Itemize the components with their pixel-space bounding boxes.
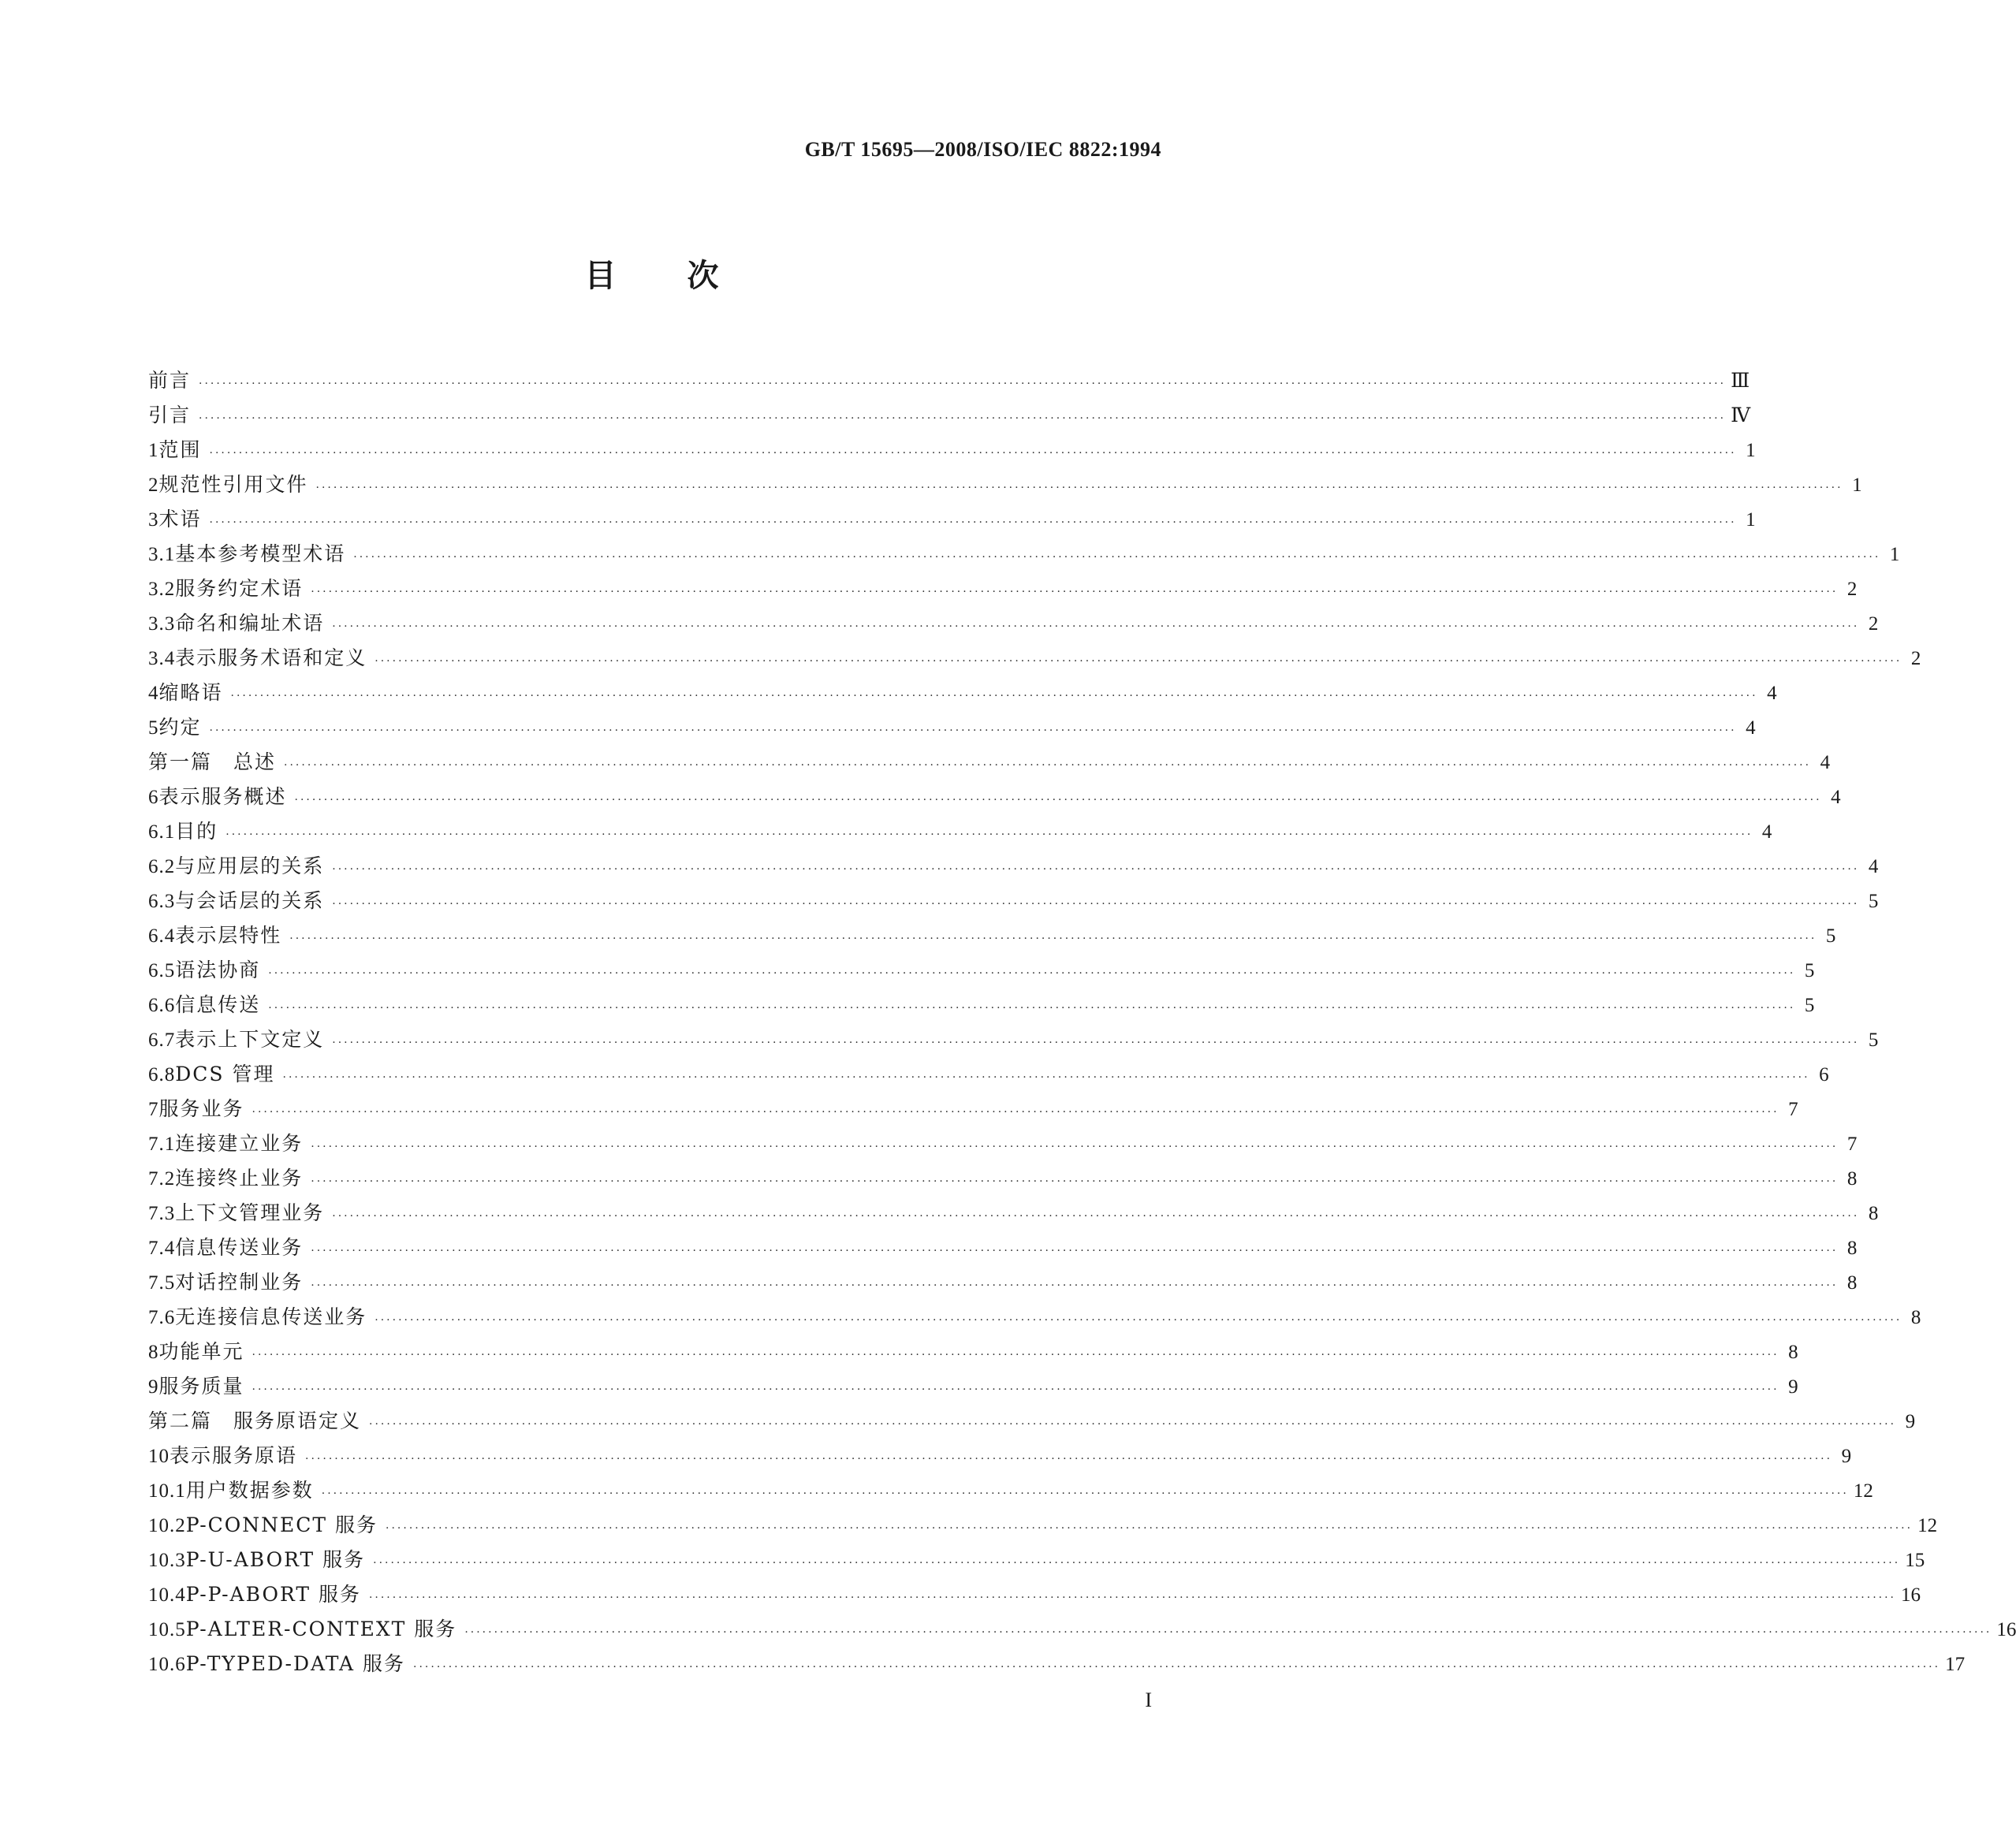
toc-entry-number: 8 — [148, 1342, 159, 1363]
toc-entry-number: 7.5 — [148, 1272, 176, 1294]
toc-entry-number: 10.1 — [148, 1480, 186, 1502]
toc-dot-leader: ···································································································································································································································································· — [311, 1175, 1839, 1188]
toc-entry-title: 服务业务 — [158, 1097, 244, 1120]
toc-dot-leader: ···································································································································································································································································· — [268, 1002, 1796, 1015]
toc-entry[interactable] — [148, 780, 1841, 814]
toc-dot-leader: ···································································································································································································································································· — [332, 620, 1860, 633]
toc-entry-number: 3.3 — [148, 613, 176, 635]
toc-entry[interactable] — [148, 1161, 1858, 1196]
toc-entry[interactable] — [148, 1126, 1858, 1161]
toc-entry-title: 第二篇 服务原语定义 — [148, 1409, 362, 1432]
toc-entry-title: 服务约定术语 — [175, 577, 304, 600]
toc-entry-page: 2 — [1846, 579, 1858, 600]
toc-entry-page: 12 — [1853, 1480, 1873, 1502]
toc-entry-title: 无连接信息传送业务 — [175, 1305, 367, 1328]
toc-entry[interactable] — [148, 849, 1879, 884]
toc-entry[interactable] — [148, 918, 1836, 953]
toc-entry-page: 9 — [1841, 1446, 1852, 1467]
toc-dot-leader: ···································································································································································································································································· — [284, 759, 1812, 772]
toc-entry-number: 6 — [148, 787, 159, 808]
toc-dot-leader: ···································································································································································································································································· — [199, 378, 1727, 390]
toc-entry[interactable] — [148, 398, 1751, 433]
toc-entry[interactable] — [148, 363, 1750, 398]
toc-entry-number: 2 — [148, 475, 159, 496]
toc-entry-title: 信息传送 — [175, 993, 261, 1016]
toc-entry-page: 4 — [1761, 821, 1772, 843]
toc-dot-leader: ···································································································································································································································································· — [375, 655, 1902, 668]
toc-dot-leader: ···································································································································································································································································· — [199, 412, 1727, 425]
toc-entry[interactable] — [148, 1369, 1798, 1404]
toc-entry-number: 10.2 — [148, 1515, 186, 1536]
toc-entry-title: 表示上下文定义 — [175, 1028, 325, 1051]
toc-entry[interactable] — [148, 1231, 1858, 1265]
toc-dot-leader: ···································································································································································································································································· — [252, 1349, 1779, 1361]
toc-dot-leader: ···································································································································································································································································· — [282, 1071, 1810, 1084]
toc-entry-number: 6.2 — [148, 856, 176, 877]
toc-entry-page: Ⅳ — [1731, 405, 1751, 426]
toc-entry-number: 3.1 — [148, 544, 176, 565]
toc-entry-page: 17 — [1945, 1654, 1966, 1675]
toc-entry[interactable] — [148, 641, 1921, 676]
toc-entry-number: 3 — [148, 509, 159, 531]
toc-dot-leader: ···································································································································································································································································· — [252, 1383, 1779, 1396]
toc-entry-page: 8 — [1868, 1203, 1879, 1224]
toc-entry-number: 10.6 — [148, 1654, 186, 1675]
toc-dot-leader: ···································································································································································································································································· — [373, 1557, 1901, 1569]
toc-dot-leader: ···································································································································································································································································· — [209, 516, 1737, 529]
toc-entry-number: 6.4 — [148, 925, 176, 947]
toc-dot-leader: ···································································································································································································································································· — [464, 1626, 1992, 1639]
toc-entry-page: 4 — [1746, 717, 1756, 739]
toc-entry-number: 3.4 — [148, 648, 176, 669]
toc-entry[interactable] — [148, 1265, 1858, 1300]
toc-entry-title: P-U-ABORT 服务 — [185, 1548, 366, 1571]
toc-entry[interactable] — [148, 502, 1756, 537]
toc-dot-leader: ···································································································································································································································································· — [311, 1141, 1839, 1153]
toc-dot-leader: ···································································································································································································································································· — [311, 1245, 1839, 1257]
toc-entry-page: 5 — [1868, 891, 1879, 912]
toc-entry-title: 与应用层的关系 — [175, 854, 325, 877]
toc-entry[interactable] — [148, 988, 1815, 1022]
toc-entry-title: 语法协商 — [175, 959, 261, 981]
toc-entry[interactable] — [148, 1647, 1966, 1681]
toc-entry-page: 4 — [1767, 683, 1777, 704]
toc-dot-leader: ···································································································································································································································································· — [332, 1210, 1860, 1223]
toc-entry-page: 9 — [1788, 1376, 1798, 1398]
toc-entry[interactable] — [148, 1092, 1798, 1126]
toc-entry-number: 6.7 — [148, 1029, 176, 1051]
toc-entry-title: P-P-ABORT 服务 — [185, 1583, 361, 1606]
toc-dot-leader: ···································································································································································································································································· — [225, 828, 1753, 841]
toc-entry-page: 7 — [1788, 1099, 1798, 1120]
toc-entry[interactable] — [148, 814, 1772, 849]
toc-entry[interactable] — [148, 745, 1831, 780]
toc-entry[interactable] — [148, 1335, 1798, 1369]
toc-entry[interactable] — [148, 1577, 1921, 1612]
toc-dot-leader: ···································································································································································································································································· — [289, 933, 1817, 945]
toc-entry[interactable] — [148, 1300, 1921, 1335]
toc-entry-title: P-TYPED-DATA 服务 — [185, 1652, 406, 1675]
toc-entry-title: 对话控制业务 — [175, 1271, 304, 1294]
toc-entry[interactable] — [148, 676, 1777, 710]
toc-entry-number: 6.3 — [148, 891, 176, 912]
toc-entry-page: 16 — [1996, 1619, 2016, 1640]
toc-entry-title: 第一篇 总述 — [148, 750, 277, 773]
toc-entry-title: 信息传送业务 — [175, 1236, 304, 1259]
toc-entry-title: 约定 — [158, 716, 202, 739]
toc-entry-title: 服务质量 — [158, 1375, 244, 1398]
toc-dot-leader: ···································································································································································································································································· — [209, 447, 1737, 460]
toc-dot-leader: ···································································································································································································································································· — [368, 1592, 1897, 1604]
toc-entry[interactable] — [148, 1057, 1829, 1092]
toc-entry-title: 范围 — [158, 438, 202, 461]
toc-entry[interactable] — [148, 1543, 1925, 1577]
toc-entry-title: 前言 — [148, 369, 192, 392]
toc-entry-title: 表示层特性 — [175, 924, 282, 947]
toc-entry-page: 8 — [1910, 1307, 1921, 1328]
toc-entry-number: 6.8 — [148, 1064, 176, 1085]
toc-entry-page: 4 — [1831, 787, 1841, 808]
toc-dot-leader: ···································································································································································································································································· — [311, 1279, 1839, 1292]
toc-entry-title: P-ALTER-CONTEXT 服务 — [185, 1618, 457, 1640]
toc-entry-title: 与会话层的关系 — [175, 889, 325, 912]
toc-dot-leader: ···································································································································································································································································· — [252, 1106, 1779, 1119]
toc-entry[interactable] — [148, 606, 1879, 641]
toc-entry[interactable] — [148, 572, 1858, 606]
toc-entry-page: Ⅲ — [1731, 370, 1750, 392]
toc-dot-leader: ···································································································································································································································································· — [321, 1487, 1849, 1500]
page-title: 目次 — [584, 258, 790, 294]
toc-entry-number: 9 — [148, 1376, 159, 1398]
toc-entry[interactable] — [148, 884, 1879, 918]
toc-entry[interactable] — [148, 1404, 1916, 1439]
toc-entry-title: 用户数据参数 — [185, 1479, 314, 1502]
toc-dot-leader: ···································································································································································································································································· — [413, 1661, 1941, 1674]
toc-dot-leader: ···································································································································································································································································· — [294, 794, 1822, 806]
toc-entry-page: 4 — [1868, 856, 1879, 877]
toc-entry-page: 8 — [1846, 1238, 1858, 1259]
toc-entry-number: 4 — [148, 683, 159, 704]
toc-dot-leader: ···································································································································································································································································· — [311, 586, 1839, 598]
toc-entry-title: 缩略语 — [158, 681, 223, 704]
standard-number-header — [805, 138, 1161, 162]
toc-dot-leader: ···································································································································································································································································· — [375, 1314, 1902, 1327]
toc-entry-page: 6 — [1819, 1064, 1829, 1085]
toc-entry-number: 5 — [148, 717, 159, 739]
toc-entry-number: 1 — [148, 440, 159, 461]
toc-entry-title: 连接建立业务 — [175, 1132, 304, 1155]
toc-entry-title: 基本参考模型术语 — [175, 542, 346, 565]
toc-entry-number: 7 — [148, 1099, 159, 1120]
toc-entry-number: 7.1 — [148, 1134, 176, 1155]
toc-entry[interactable] — [148, 1473, 1873, 1508]
toc-entry-number: 7.2 — [148, 1168, 176, 1190]
toc-dot-leader: ···································································································································································································································································· — [315, 482, 1843, 494]
toc-entry[interactable] — [148, 710, 1756, 745]
toc-entry-page: 5 — [1825, 925, 1836, 947]
toc-entry-page: 9 — [1905, 1411, 1916, 1432]
toc-entry-title: 引言 — [148, 404, 192, 426]
toc-entry-page: 1 — [1889, 544, 1900, 565]
toc-entry-page: 5 — [1804, 995, 1815, 1016]
toc-entry-number: 7.3 — [148, 1203, 176, 1224]
toc-entry-page: 7 — [1846, 1134, 1858, 1155]
toc-entry-number: 7.4 — [148, 1238, 176, 1259]
toc-entry-page: 2 — [1910, 648, 1921, 669]
toc-entry-page: 8 — [1846, 1272, 1858, 1294]
toc-dot-leader: ···································································································································································································································································· — [332, 1037, 1860, 1049]
toc-entry[interactable] — [148, 1612, 2016, 1647]
toc-entry-title: 上下文管理业务 — [175, 1201, 325, 1224]
toc-entry-number: 7.6 — [148, 1307, 176, 1328]
toc-dot-leader: ···································································································································································································································································· — [369, 1418, 1897, 1431]
standard-code: GB/T 15695—2008/ISO/IEC 8822:1994 — [804, 138, 1161, 161]
toc-entry[interactable] — [148, 953, 1815, 988]
toc-entry-number: 6.6 — [148, 995, 176, 1016]
toc-entry-title: DCS 管理 — [175, 1063, 275, 1085]
toc-entry-number: 6.5 — [148, 960, 176, 981]
toc-entry-page: 16 — [1901, 1584, 1921, 1606]
toc-entry[interactable] — [148, 1439, 1852, 1473]
toc-entry[interactable] — [148, 433, 1756, 467]
toc-entry-title: 连接终止业务 — [175, 1167, 304, 1190]
toc-entry-page: 8 — [1788, 1342, 1798, 1363]
page-number: I — [1145, 1688, 1152, 1711]
toc-entry-title: 术语 — [158, 508, 202, 531]
toc-entry-title: 表示服务概述 — [158, 785, 287, 808]
toc-dot-leader: ···································································································································································································································································· — [268, 967, 1796, 980]
toc-entry-title: 目的 — [175, 820, 218, 843]
toc-entry-page: 5 — [1868, 1029, 1879, 1051]
toc-entry-title: 表示服务术语和定义 — [175, 646, 367, 669]
toc-entry[interactable] — [148, 1508, 1938, 1543]
toc-entry-number: 6.1 — [148, 821, 176, 843]
toc-entry[interactable] — [148, 537, 1900, 572]
table-of-contents — [148, 363, 2016, 1681]
toc-dot-leader: ···································································································································································································································································· — [209, 724, 1737, 737]
toc-entry-title: 规范性引用文件 — [158, 473, 308, 496]
toc-entry-page: 5 — [1804, 960, 1815, 981]
toc-dot-leader: ···································································································································································································································································· — [332, 898, 1860, 910]
toc-entry-page: 8 — [1846, 1168, 1858, 1190]
toc-entry-title: 表示服务原语 — [170, 1444, 298, 1467]
toc-dot-leader: ···································································································································································································································································· — [332, 863, 1860, 876]
toc-entry-page: 15 — [1905, 1550, 1925, 1571]
toc-entry-title: P-CONNECT 服务 — [185, 1513, 378, 1536]
toc-entry-page: 1 — [1746, 509, 1756, 531]
toc-entry-page: 4 — [1820, 752, 1831, 773]
toc-entry-page: 12 — [1917, 1515, 1938, 1536]
toc-entry-page: 1 — [1746, 440, 1756, 461]
toc-entry[interactable] — [148, 1022, 1879, 1057]
toc-entry-title: 命名和编址术语 — [175, 612, 325, 635]
toc-entry-page: 2 — [1868, 613, 1879, 635]
toc-dot-leader: ···································································································································································································································································· — [386, 1522, 1914, 1535]
toc-entry-number: 3.2 — [148, 579, 176, 600]
toc-entry-number: 10.4 — [148, 1584, 186, 1606]
toc-entry-title: 功能单元 — [158, 1340, 244, 1363]
toc-entry[interactable] — [148, 1196, 1879, 1231]
toc-dot-leader: ···································································································································································································································································· — [230, 690, 1758, 702]
toc-entry-number: 10.5 — [148, 1619, 186, 1640]
toc-dot-leader: ···································································································································································································································································· — [353, 551, 1881, 564]
toc-entry-number: 10.3 — [148, 1550, 186, 1571]
toc-entry-page: 1 — [1852, 475, 1862, 496]
toc-entry[interactable] — [148, 467, 1862, 502]
toc-entry-number: 10 — [148, 1446, 170, 1467]
toc-dot-leader: ···································································································································································································································································· — [305, 1453, 1833, 1465]
